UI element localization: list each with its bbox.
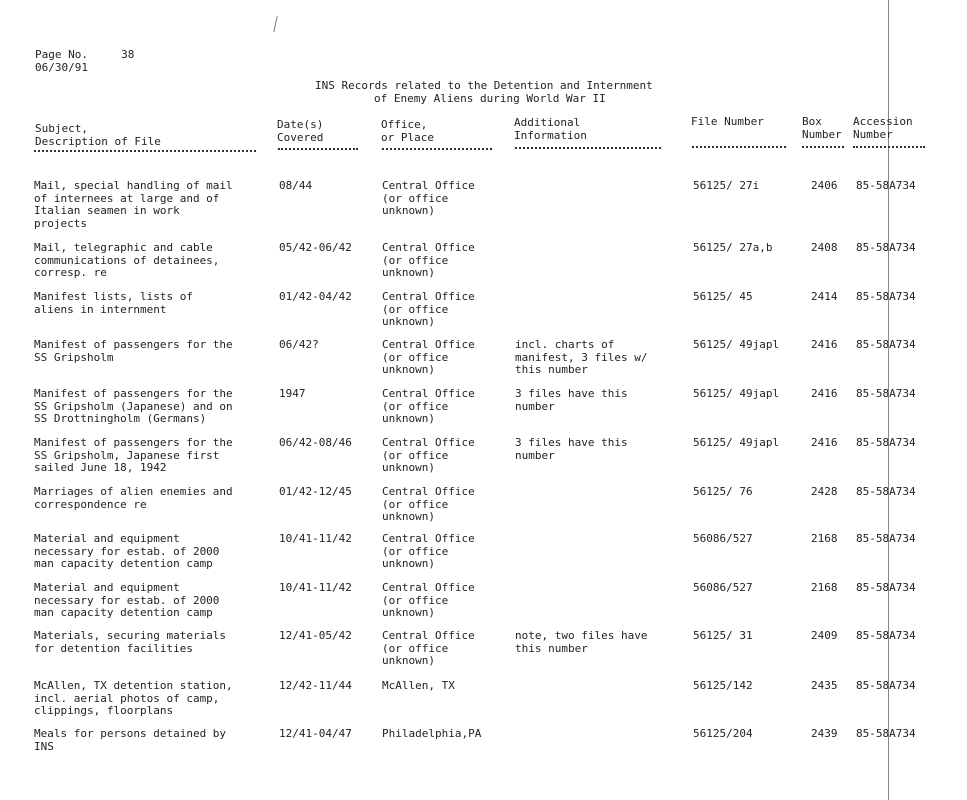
cell-file: 56125/ 27i [693,179,760,192]
header-box: Box Number [802,115,842,141]
cell-box: 2168 [811,581,838,594]
cell-accession: 85-58A734 [856,581,916,594]
cell-file: 56125/ 31 [693,629,753,642]
cell-box: 2406 [811,179,838,192]
cell-box: 2409 [811,629,838,642]
cell-office: McAllen, TX [382,679,455,692]
cell-info: incl. charts of manifest, 3 files w/ this number [515,338,648,376]
header-rule [382,148,492,150]
header-rule [515,147,661,149]
page-label: Page No. 38 [35,48,135,61]
cell-dates: 06/42-08/46 [279,436,352,449]
cell-file: 56125/ 45 [693,290,753,303]
cell-file: 56125/ 49japl [693,338,780,351]
cell-office: Central Office (or office unknown) [382,241,475,279]
header-rule [853,146,925,148]
cell-file: 56125/ 27a,b [693,241,773,254]
cell-subject: Manifest of passengers for the SS Gripsholm [34,338,233,364]
cell-accession: 85-58A734 [856,629,916,642]
header-rule [802,146,844,148]
cell-box: 2408 [811,241,838,254]
cell-subject: McAllen, TX detention station, incl. aerial photos of camp, clippings, floorplans [34,679,233,717]
cell-office: Central Office (or office unknown) [382,179,475,217]
document-title-line1: INS Records related to the Detention and Internment [315,79,653,92]
cell-dates: 10/41-11/42 [279,532,352,545]
document-title-line2: of Enemy Aliens during World War II [374,92,606,105]
cell-dates: 1947 [279,387,306,400]
cell-file: 56125/ 76 [693,485,753,498]
cell-subject: Manifest of passengers for the SS Gripsholm, Japanese first sailed June 18, 1942 [34,436,233,474]
header-office: Office, or Place [381,118,434,144]
cell-subject: Mail, special handling of mail of internees at large and of Italian seamen in work projects [34,179,233,230]
cell-accession: 85-58A734 [856,727,916,740]
header-rule [278,148,358,150]
cell-subject: Manifest lists, lists of aliens in internment [34,290,193,316]
cell-dates: 12/41-04/47 [279,727,352,740]
cell-office: Philadelphia,PA [382,727,482,740]
cell-accession: 85-58A734 [856,485,916,498]
cell-subject: Meals for persons detained by INS [34,727,227,753]
cell-office: Central Office (or office unknown) [382,581,475,619]
cell-box: 2168 [811,532,838,545]
page-number: 38 [121,48,135,61]
header-rule [692,146,786,148]
cell-accession: 85-58A734 [856,179,916,192]
page-date: 06/30/91 [35,61,88,74]
cell-box: 2416 [811,387,838,400]
header-accession: Accession Number [853,115,913,141]
cell-dates: 08/44 [279,179,313,192]
cell-accession: 85-58A734 [856,387,916,400]
cell-office: Central Office (or office unknown) [382,485,475,523]
cell-file: 56125/204 [693,727,753,740]
cell-office: Central Office (or office unknown) [382,387,475,425]
cell-box: 2428 [811,485,838,498]
cell-dates: 10/41-11/42 [279,581,352,594]
cell-subject: Materials, securing materials for detention facilities [34,629,227,655]
cell-office: Central Office (or office unknown) [382,532,475,570]
cell-accession: 85-58A734 [856,436,916,449]
cell-accession: 85-58A734 [856,290,916,303]
cell-dates: 01/42-04/42 [279,290,352,303]
cell-office: Central Office (or office unknown) [382,290,475,328]
cell-box: 2414 [811,290,838,303]
cell-file: 56125/ 49japl [693,436,780,449]
cell-box: 2416 [811,436,838,449]
cell-box: 2435 [811,679,838,692]
cell-info: 3 files have this number [515,436,628,462]
cell-dates: 05/42-06/42 [279,241,352,254]
header-rule [34,150,256,152]
cell-subject: Material and equipment necessary for estab. of 2000 man capacity detention camp [34,581,220,619]
cell-info: 3 files have this number [515,387,628,413]
cell-file: 56125/ 49japl [693,387,780,400]
scan-speck [273,16,277,32]
cell-box: 2416 [811,338,838,351]
cell-info: note, two files have this number [515,629,648,655]
cell-file: 56125/142 [693,679,753,692]
cell-subject: Material and equipment necessary for estab. of 2000 man capacity detention camp [34,532,220,570]
cell-dates: 01/42-12/45 [279,485,352,498]
header-info: Additional Information [514,116,587,142]
cell-dates: 06/42? [279,338,319,351]
cell-box: 2439 [811,727,838,740]
cell-dates: 12/41-05/42 [279,629,352,642]
cell-office: Central Office (or office unknown) [382,436,475,474]
cell-file: 56086/527 [693,581,753,594]
cell-subject: Manifest of passengers for the SS Gripsholm (Japanese) and on SS Drottningholm (Germans) [34,387,233,425]
cell-office: Central Office (or office unknown) [382,629,475,667]
header-file: File Number [691,115,764,128]
cell-accession: 85-58A734 [856,338,916,351]
header-subject: Subject, Description of File [35,122,161,148]
cell-accession: 85-58A734 [856,241,916,254]
cell-file: 56086/527 [693,532,753,545]
cell-subject: Mail, telegraphic and cable communications of detainees, corresp. re [34,241,220,279]
header-dates: Date(s) Covered [277,118,324,144]
cell-accession: 85-58A734 [856,532,916,545]
cell-accession: 85-58A734 [856,679,916,692]
cell-dates: 12/42-11/44 [279,679,352,692]
cell-office: Central Office (or office unknown) [382,338,475,376]
cell-subject: Marriages of alien enemies and correspondence re [34,485,233,511]
